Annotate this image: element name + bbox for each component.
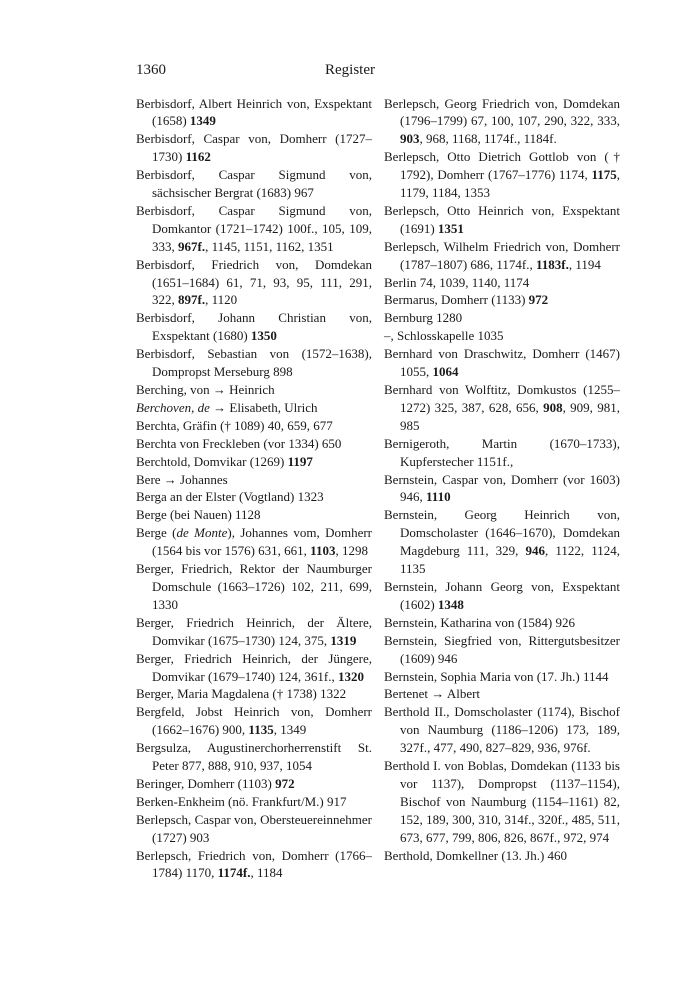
entry-text: Berching, von → Heinrich [136, 382, 275, 397]
entry-text: Berthold I. von Boblas, Domdekan (1133 bis vor 1137), Dompropst (1137–1154), Bischof von Naumburg (1154–1161) 82, 152, 189, 300, 310, 314f., 320f., 485, 511, 673, 677, 799, 806, 826, 867f., 972, 974 [384, 758, 620, 845]
entry-text: Bernhard von Draschwitz, Domherr (1467) 1055, [384, 346, 620, 380]
entry-page-ref-bold: 946 [525, 543, 546, 559]
entry-page-ref-bold: 1174f. [217, 865, 251, 881]
entry-text: , 1298 [335, 543, 368, 559]
index-entry [384, 614, 620, 632]
entry-page-ref-bold: 1064 [432, 364, 459, 380]
index-entry [384, 148, 620, 202]
index-entry [136, 130, 372, 166]
entry-text: , 1145, 1151, 1162, 1351 [205, 238, 334, 254]
entry-page-ref-bold: 1197 [287, 453, 313, 469]
index-entry [136, 345, 372, 381]
index-entry [384, 327, 620, 345]
index-entry [384, 309, 620, 327]
index-column-left [136, 95, 372, 883]
running-title: Register [325, 62, 375, 78]
entry-text: Berge ( [136, 525, 177, 541]
entry-page-ref-bold: 1175 [591, 167, 617, 183]
entry-page-ref-bold: 972 [528, 292, 549, 308]
entry-text: Bertenet → Albert [384, 686, 481, 702]
entry-text: Berthold II., Domscholaster (1174), Bischof von Naumburg (1186–1206) 173, 189, 327f., 477, 490, 827–829, 936, 976f. [384, 704, 620, 756]
index-entry [136, 309, 372, 345]
index-entry [384, 345, 620, 381]
index-entry [136, 471, 372, 489]
index-entry [384, 757, 620, 847]
index-entry [384, 435, 620, 471]
entry-text: Berbisdorf, Caspar Sigmund von, sächsischer Bergrat (1683) 967 [136, 167, 372, 201]
index-entry [136, 256, 372, 310]
entry-text: Bernhard von Wolftitz, Domkustos (1255–1272) 325, 387, 628, 656, [384, 382, 620, 415]
entry-text: Bernstein, Johann Georg von, Exspektant (1602) [384, 578, 620, 612]
entry-text: Berger, Friedrich Heinrich, der Ältere, Domvikar (1675–1730) 124, 375, [136, 614, 372, 648]
entry-text: Bergsulza, Augustinerchorherrenstift St. Peter 877, 888, 910, 937, 1054 [136, 740, 372, 774]
entry-text-italic: Berchoven, de [136, 399, 210, 415]
index-entry [136, 847, 372, 883]
entry-text: Berlepsch, Friedrich von, Domherr (1766–1784) 1170, [136, 847, 372, 881]
entry-text: Bermarus, Domherr (1133) [384, 292, 529, 308]
entry-text: , 909, 981, 985 [400, 399, 620, 433]
entry-text: Berlepsch, Wilhelm Friedrich von, Domherr (1787–1807) 686, 1174f., [384, 238, 620, 272]
entry-text: Beringer, Domherr (1103) [136, 775, 276, 791]
entry-text: ), Johannes vom, Domherr (1564 bis vor 1576) 631, 661, [152, 525, 373, 559]
index-entry [384, 685, 620, 703]
index-entry [384, 506, 620, 578]
entry-text: Berger, Friedrich, Rektor der Naumburger Domschule (1663–1726) 102, 211, 699, 1330 [136, 561, 372, 612]
entry-text: Berlepsch, Georg Friedrich von, Domdekan (1796–1799) 67, 100, 107, 290, 322, 333, [384, 95, 620, 129]
entry-text: Berlin 74, 1039, 1140, 1174 [384, 274, 530, 290]
index-entry [384, 847, 620, 865]
entry-text: –, Schlosskapelle 1035 [384, 328, 504, 344]
index-entry [384, 471, 620, 507]
entry-text: Berchta, Gräfin († 1089) 40, 659, 677 [136, 417, 333, 433]
index-entry [384, 291, 620, 309]
index-entry [136, 95, 372, 131]
index-entry [136, 381, 372, 399]
entry-text: Bernigeroth, Martin (1670–1733), Kupferstecher 1151f., [384, 435, 620, 469]
entry-text: Berger, Maria Magdalena († 1738) 1322 [136, 686, 347, 702]
entry-page-ref-bold: 1348 [437, 596, 464, 612]
entry-page-ref-bold: 972 [275, 775, 295, 791]
entry-text: Bernstein, Katharina von (1584) 926 [384, 614, 575, 630]
entry-text: Bernstein, Sophia Maria von (17. Jh.) 1144 [384, 668, 609, 684]
entry-page-ref-bold: 1350 [250, 328, 277, 344]
index-entry [136, 560, 372, 614]
entry-text: Berthold, Domkellner (13. Jh.) 460 [384, 847, 568, 863]
entry-text: Berga an der Elster (Vogtland) 1323 [136, 489, 324, 505]
entry-text: Bernstein, Georg Heinrich von, Domscholaster (1646–1670), Domdekan Magdeburg 111, 329, [384, 507, 620, 559]
entry-page-ref-bold: 1162 [185, 149, 211, 165]
entry-text: Berbisdorf, Sebastian von (1572–1638), Dompropst Merseburg 898 [136, 346, 372, 380]
index-entry [136, 506, 372, 524]
index-column-right [384, 95, 620, 865]
index-entry [384, 381, 620, 435]
entry-text: → Elisabeth, Ulrich [209, 399, 318, 415]
entry-text: , 1194 [568, 256, 601, 272]
entry-page-ref-bold: 1135 [248, 722, 274, 738]
entry-page-ref-bold: 1351 [437, 220, 464, 236]
entry-text: Berchtold, Domvikar (1269) [136, 453, 288, 469]
entry-text: Berlepsch, Otto Heinrich von, Exspektant (1691) [384, 202, 620, 236]
index-entry [136, 775, 372, 793]
index-entry [384, 578, 620, 614]
index-entry [384, 274, 620, 292]
entry-text: Berlepsch, Otto Dietrich Gottlob von († 1792), Domherr (1767–1776) 1174, [384, 149, 620, 183]
entry-text: Bergfeld, Jobst Heinrich von, Domherr (1662–1676) 900, [136, 704, 372, 738]
index-entry [384, 632, 620, 668]
entry-text: Berlepsch, Caspar von, Obersteuereinnehmer (1727) 903 [136, 811, 372, 845]
index-entry [384, 703, 620, 757]
index-entry [136, 417, 372, 435]
entry-page-ref-bold: 967f. [178, 238, 206, 254]
index-entry [136, 793, 372, 811]
entry-page-ref-bold: 908 [543, 399, 563, 415]
entry-page-ref-bold: 1349 [189, 113, 216, 129]
entry-text: Bernstein, Caspar von, Domherr (vor 1603) 946, [384, 471, 620, 505]
entry-text: , 1120 [205, 292, 238, 308]
index-entry [136, 488, 372, 506]
entry-page-ref-bold: 1103 [310, 543, 336, 559]
entry-text: Berge (bei Nauen) 1128 [136, 507, 261, 523]
index-entry [136, 739, 372, 775]
index-entry [136, 524, 372, 560]
entry-text: Bernburg 1280 [384, 310, 463, 326]
entry-text: Berken-Enkheim (nö. Frankfurt/M.) 917 [136, 793, 347, 809]
index-entry [136, 453, 372, 471]
entry-text: , 968, 1168, 1174f., 1184f. [419, 131, 557, 147]
index-entry [384, 238, 620, 274]
index-entry [136, 685, 372, 703]
entry-page-ref-bold: 1320 [337, 668, 364, 684]
index-entry [136, 703, 372, 739]
entry-page-ref-bold: 1183f. [536, 256, 569, 272]
entry-text: , 1179, 1184, 1353 [400, 167, 620, 201]
entry-text: Berbisdorf, Johann Christian von, Exspektant (1680) [136, 310, 372, 344]
index-entry [384, 95, 620, 149]
index-entry [136, 399, 372, 417]
entry-page-ref-bold: 903 [400, 131, 420, 147]
page-number: 1360 [136, 62, 166, 78]
index-entry [384, 202, 620, 238]
entry-text: Berbisdorf, Friedrich von, Domdekan (1651–1684) 61, 71, 93, 95, 111, 291, 322, [136, 256, 372, 308]
entry-text: Berger, Friedrich Heinrich, der Jüngere, Domvikar (1679–1740) 124, 361f., [136, 650, 372, 684]
entry-text: Berbisdorf, Caspar Sigmund von, Domkantor (1721–1742) 100f., 105, 109, 333, [136, 202, 372, 254]
index-entry [136, 811, 372, 847]
entry-page-ref-bold: 897f. [178, 292, 206, 308]
entry-page-ref-bold: 1319 [330, 632, 357, 648]
entry-text: Bernstein, Siegfried von, Rittergutsbesitzer (1609) 946 [384, 632, 620, 666]
entry-text-italic: de Monte [176, 525, 228, 541]
entry-text: Bere → Johannes [136, 471, 228, 487]
entry-text: , 1122, 1124, 1135 [400, 543, 620, 577]
entry-text: , 1349 [273, 722, 307, 738]
entry-text: , 1184 [250, 865, 283, 881]
entry-text: Berchta von Freckleben (vor 1334) 650 [136, 435, 342, 451]
index-entry [136, 166, 372, 202]
index-entry [136, 202, 372, 256]
index-entry [136, 650, 372, 686]
entry-page-ref-bold: 1110 [426, 489, 451, 505]
entry-text: Berbisdorf, Albert Heinrich von, Exspektant (1658) [136, 95, 372, 129]
index-entry [136, 435, 372, 453]
entry-text: Berbisdorf, Caspar von, Domherr (1727–1730) [136, 131, 372, 165]
page-header [136, 62, 564, 82]
index-entry [136, 614, 372, 650]
index-entry [384, 668, 620, 686]
